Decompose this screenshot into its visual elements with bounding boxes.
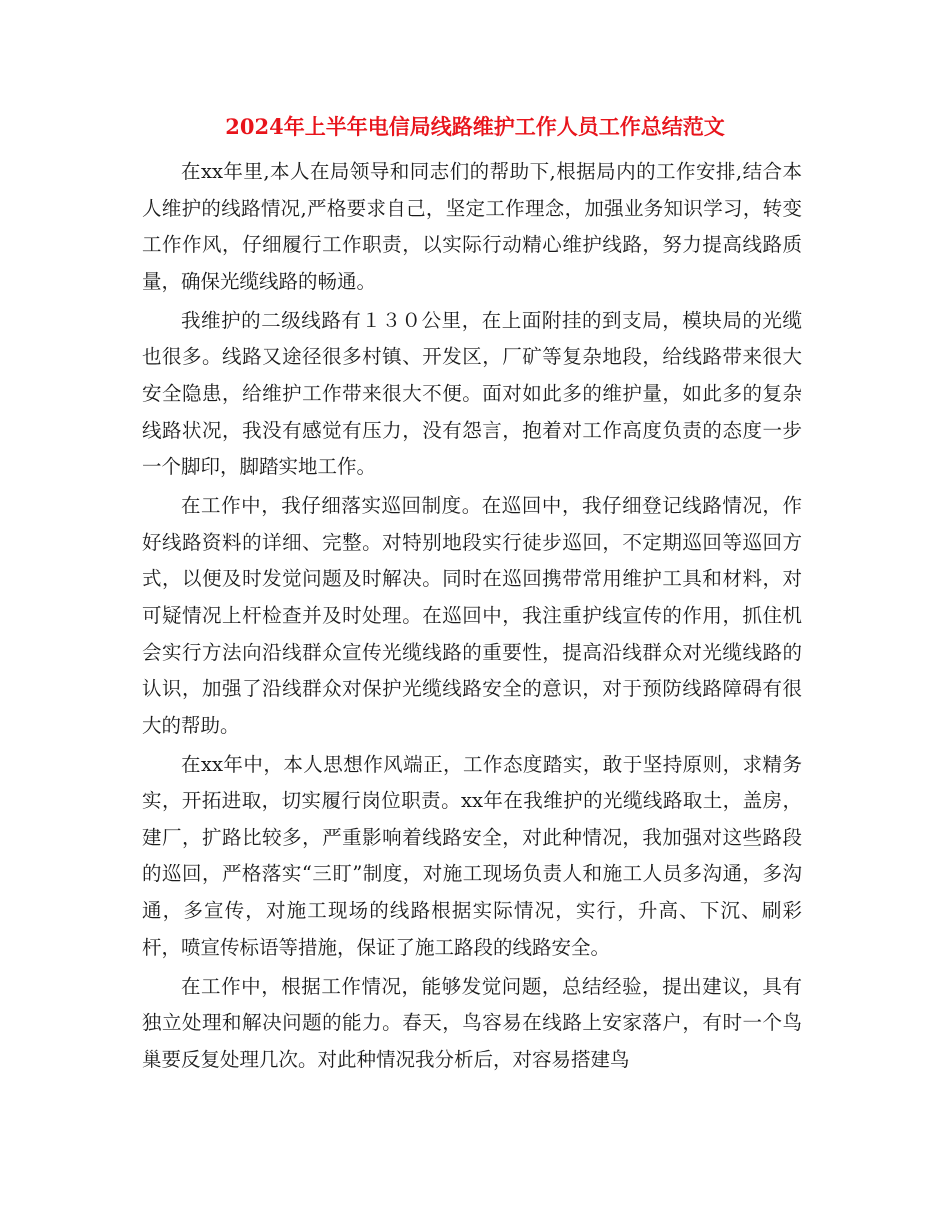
paragraph: 在xx年里,本人在局领导和同志们的帮助下,根据局内的工作安排,结合本人维护的线路情况,严格要求自己，坚定工作理念，加强业务知识学习，转变工作作风，仔细履行工作职责，以实际行动精心维护线路，努力提高线路质量，确保光缆线路的畅通。 <box>142 160 802 293</box>
document-body <box>142 154 802 1081</box>
paragraph: 在xx年中，本人思想作风端正，工作态度踏实，敢于坚持原则，求精务实，开拓进取，切实履行岗位职责。xx年在我维护的光缆线路取土，盖房，建厂，扩路比较多，严重影响着线路安全，对此种情况，我加强对这些路段的巡回，严格落实“三盯”制度，对施工现场负责人和施工人员多沟通，多沟通，多宣传，对施工现场的线路根据实际情况，实行，升高、下沉、刷彩杆，喷宣传标语等措施，保证了施工路段的线路安全。 <box>142 752 802 959</box>
document-title: 2024年上半年电信局线路维护工作人员工作总结范文 <box>225 114 725 139</box>
paragraph: 在工作中，根据工作情况，能够发觉问题，总结经验，提出建议，具有独立处理和解决问题的能力。春天，鸟容易在线路上安家落户，有时一个鸟巢要反复处理几次。对此种情况我分析后，对容易搭建鸟 <box>142 974 802 1071</box>
paragraph: 在工作中，我仔细落实巡回制度。在巡回中，我仔细登记线路情况，作好线路资料的详细、完整。对特别地段实行徒步巡回，不定期巡回等巡回方式，以便及时发觉问题及时解决。同时在巡回携带常用维护工具和材料，对可疑情况上杆检查并及时处理。在巡回中，我注重护线宣传的作用，抓住机会实行方法向沿线群众宣传光缆线路的重要性，提高沿线群众对光缆线路的认识，加强了沿线群众对保护光缆线路安全的意识，对于预防线路障碍有很大的帮助。 <box>142 494 802 737</box>
paragraph: 我维护的二级线路有１３０公里，在上面附挂的到支局，模块局的光缆也很多。线路又途径很多村镇、开发区，厂矿等复杂地段，给线路带来很大安全隐患，给维护工作带来很大不便。面对如此多的维护量，如此多的复杂线路状况，我没有感觉有压力，没有怨言，抱着对工作高度负责的态度一步一个脚印，脚踏实地工作。 <box>142 308 802 479</box>
